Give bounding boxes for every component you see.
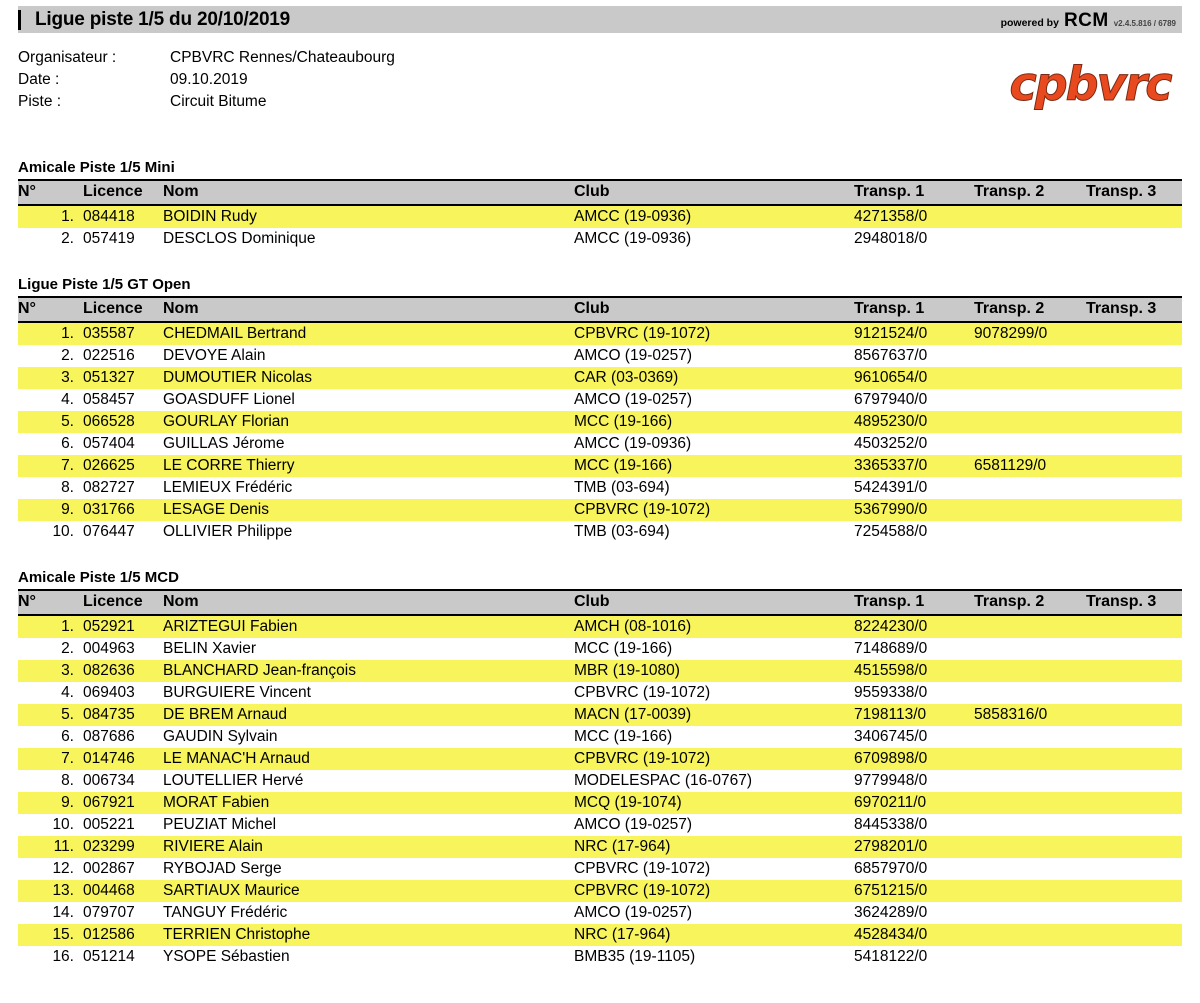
cell-t1: 6751215/0 — [854, 880, 974, 902]
cell-lic: 084418 — [83, 205, 163, 228]
table-row — [18, 792, 1182, 814]
meta-label: Organisateur : — [18, 49, 117, 66]
cell-num: 1. — [18, 205, 83, 228]
column-header: Club — [574, 297, 854, 322]
cell-t3 — [1086, 924, 1182, 946]
table-header-row — [18, 180, 1182, 205]
table-row — [18, 521, 1182, 543]
column-header: Transp. 3 — [1086, 297, 1182, 322]
cell-club: CAR (03-0369) — [574, 367, 854, 389]
cell-lic: 057404 — [83, 435, 135, 452]
table-row — [18, 322, 1182, 345]
cell-club: CPBVRC (19-1072) — [574, 748, 854, 770]
cell-nom: DUMOUTIER Nicolas — [163, 367, 574, 389]
cell-nom: PEUZIAT Michel — [163, 816, 277, 833]
cell-num: 6. — [61, 728, 74, 745]
results-table — [18, 179, 1182, 250]
section-title: Amicale Piste 1/5 Mini — [18, 159, 175, 176]
cell-lic: 002867 — [83, 860, 135, 877]
results-table — [18, 589, 1182, 968]
cell-club: MBR (19-1080) — [574, 660, 854, 682]
table-header-row — [18, 297, 1182, 322]
results-section — [18, 276, 1182, 543]
results-section — [18, 569, 1182, 968]
table-row — [18, 499, 1182, 521]
cell-club: AMCC (19-0936) — [574, 435, 692, 452]
cell-t1: 3406745/0 — [854, 728, 928, 745]
cell-t3 — [1086, 660, 1182, 682]
cell-nom: DESCLOS Dominique — [163, 230, 316, 247]
cell-lic: 057419 — [83, 230, 135, 247]
cell-lic: 052921 — [83, 615, 163, 638]
cell-t2: 5858316/0 — [974, 704, 1086, 726]
table-row — [18, 638, 1182, 660]
cell-nom: RIVIERE Alain — [163, 836, 574, 858]
cell-t1: 6857970/0 — [854, 860, 928, 877]
cell-lic: 087686 — [83, 728, 135, 745]
cell-lic: 012586 — [83, 924, 163, 946]
table-row — [18, 228, 1182, 250]
cell-num: 5. — [18, 411, 83, 433]
cell-t2 — [974, 521, 1086, 543]
cell-club: BMB35 (19-1105) — [574, 948, 696, 965]
table-row — [18, 704, 1182, 726]
table-row — [18, 367, 1182, 389]
cell-num: 7. — [18, 748, 83, 770]
cell-club: MACN (17-0039) — [574, 704, 854, 726]
cell-club: MCC (19-166) — [574, 640, 673, 657]
cell-club: TMB (03-694) — [574, 479, 670, 496]
cell-t1: 4271358/0 — [854, 205, 974, 228]
table-row — [18, 615, 1182, 638]
cell-club: AMCO (19-0257) — [574, 391, 693, 408]
cell-t2 — [974, 367, 1086, 389]
cell-club: AMCH (08-1016) — [574, 615, 854, 638]
cell-nom: GUILLAS Jérome — [163, 435, 285, 452]
cell-lic: 004468 — [83, 880, 163, 902]
cell-club: TMB (03-694) — [574, 523, 670, 540]
table-row — [18, 660, 1182, 682]
cell-lic: 023299 — [83, 836, 163, 858]
meta-label: Piste : — [18, 93, 62, 110]
cell-num: 14. — [52, 904, 74, 921]
cell-club: AMCO (19-0257) — [574, 347, 693, 364]
cell-t3 — [1086, 726, 1182, 748]
cell-t2 — [974, 880, 1086, 902]
cell-num: 8. — [61, 479, 74, 496]
cell-t2 — [974, 726, 1086, 748]
cell-t3 — [1086, 858, 1182, 880]
cell-t1: 6970211/0 — [854, 792, 974, 814]
cell-t1: 3365337/0 — [854, 455, 974, 477]
cell-num: 5. — [18, 704, 83, 726]
results-section — [18, 159, 1182, 250]
cell-num: 2. — [61, 347, 74, 364]
column-header: Transp. 1 — [854, 180, 974, 205]
column-header: Transp. 2 — [974, 297, 1086, 322]
cell-t1: 7254588/0 — [854, 523, 928, 540]
cell-t3 — [1086, 638, 1182, 660]
cell-t1: 6797940/0 — [854, 391, 928, 408]
table-row — [18, 726, 1182, 748]
cell-t3 — [1086, 411, 1182, 433]
meta-value: 09.10.2019 — [170, 71, 248, 88]
cell-lic: 079707 — [83, 904, 135, 921]
cell-club: AMCC (19-0936) — [574, 205, 854, 228]
table-row — [18, 858, 1182, 880]
cell-nom: OLLIVIER Philippe — [163, 523, 293, 540]
cell-nom: BELIN Xavier — [163, 640, 257, 657]
table-row — [18, 411, 1182, 433]
column-header: Club — [574, 180, 854, 205]
cell-nom: SARTIAUX Maurice — [163, 880, 574, 902]
cell-lic: 022516 — [83, 347, 135, 364]
cell-num: 4. — [61, 684, 74, 701]
table-row — [18, 682, 1182, 704]
table-row — [18, 477, 1182, 499]
cell-nom: GOASDUFF Lionel — [163, 391, 295, 408]
cell-t2 — [974, 615, 1086, 638]
cell-t3 — [1086, 389, 1182, 411]
cell-t3 — [1086, 946, 1182, 968]
table-row — [18, 814, 1182, 836]
column-header: Nom — [163, 180, 574, 205]
cell-num: 16. — [52, 948, 74, 965]
meta-value: CPBVRC Rennes/Chateaubourg — [170, 49, 395, 66]
cell-t1: 3624289/0 — [854, 904, 928, 921]
column-header: Transp. 2 — [974, 180, 1086, 205]
cell-t1: 6709898/0 — [854, 748, 974, 770]
cell-lic: 082636 — [83, 660, 163, 682]
cell-num: 9. — [18, 792, 83, 814]
cell-num: 4. — [61, 391, 74, 408]
cell-nom: YSOPE Sébastien — [163, 948, 290, 965]
column-header: Nom — [163, 297, 574, 322]
cell-t3 — [1086, 228, 1182, 250]
cell-club: NRC (17-964) — [574, 924, 854, 946]
document-page — [0, 6, 1200, 1003]
cell-num: 2. — [61, 640, 74, 657]
cell-num: 12. — [52, 860, 74, 877]
cell-t2 — [974, 433, 1086, 455]
table-row — [18, 455, 1182, 477]
cell-t3 — [1086, 615, 1182, 638]
cell-t2 — [974, 836, 1086, 858]
cell-club: CPBVRC (19-1072) — [574, 322, 854, 345]
cell-lic: 051327 — [83, 367, 163, 389]
cell-nom: DEVOYE Alain — [163, 347, 266, 364]
cell-num: 2. — [61, 230, 74, 247]
column-header: N° — [18, 297, 83, 322]
cell-nom: MORAT Fabien — [163, 792, 574, 814]
cell-t1: 8567637/0 — [854, 347, 928, 364]
cell-num: 11. — [18, 836, 83, 858]
cell-club: CPBVRC (19-1072) — [574, 684, 711, 701]
cell-t2 — [974, 205, 1086, 228]
cell-t2 — [974, 228, 1086, 250]
cell-lic: 082727 — [83, 479, 135, 496]
cell-lic: 076447 — [83, 523, 135, 540]
section-title: Amicale Piste 1/5 MCD — [18, 569, 179, 586]
cell-lic: 005221 — [83, 816, 135, 833]
event-meta — [18, 47, 1182, 133]
cell-t1: 8445338/0 — [854, 816, 928, 833]
column-header: Transp. 1 — [854, 297, 974, 322]
column-header: Club — [574, 590, 854, 615]
column-header: Licence — [83, 590, 163, 615]
results-table — [18, 296, 1182, 543]
cell-t3 — [1086, 902, 1182, 924]
cell-t2 — [974, 477, 1086, 499]
cell-club: AMCO (19-0257) — [574, 904, 693, 921]
cell-club: MCC (19-166) — [574, 411, 854, 433]
cell-nom: TANGUY Frédéric — [163, 904, 288, 921]
cell-t3 — [1086, 499, 1182, 521]
cell-t1: 9559338/0 — [854, 684, 928, 701]
column-header: Transp. 3 — [1086, 590, 1182, 615]
cell-lic: 026625 — [83, 455, 163, 477]
cell-lic: 035587 — [83, 322, 163, 345]
cell-t2 — [974, 858, 1086, 880]
table-row — [18, 770, 1182, 792]
column-header: Nom — [163, 590, 574, 615]
column-header: Licence — [83, 180, 163, 205]
table-row — [18, 345, 1182, 367]
branding — [1001, 10, 1176, 32]
cell-num: 10. — [52, 816, 74, 833]
cell-t1: 4515598/0 — [854, 660, 974, 682]
brand-name: RCM — [1063, 10, 1109, 31]
cell-num: 9. — [18, 499, 83, 521]
section-title: Ligue Piste 1/5 GT Open — [18, 276, 191, 293]
club-logo — [1006, 53, 1174, 115]
table-row — [18, 389, 1182, 411]
cell-nom: BLANCHARD Jean-françois — [163, 660, 574, 682]
cell-t1: 7148689/0 — [854, 640, 928, 657]
document-header — [18, 6, 1182, 33]
cell-club: MCC (19-166) — [574, 455, 854, 477]
cell-t2 — [974, 814, 1086, 836]
table-row — [18, 924, 1182, 946]
cell-nom: GAUDIN Sylvain — [163, 728, 278, 745]
cell-t2 — [974, 902, 1086, 924]
cell-t1: 8224230/0 — [854, 615, 974, 638]
page-title: Ligue piste 1/5 du 20/10/2019 — [18, 10, 290, 30]
column-header: N° — [18, 590, 83, 615]
cell-lic: 051214 — [83, 948, 135, 965]
table-row — [18, 902, 1182, 924]
powered-by-label: powered by — [1000, 17, 1059, 29]
cell-club: AMCO (19-0257) — [574, 816, 693, 833]
cell-num: 1. — [18, 615, 83, 638]
cell-nom: BOIDIN Rudy — [163, 205, 574, 228]
cell-club: CPBVRC (19-1072) — [574, 880, 854, 902]
cell-t2 — [974, 924, 1086, 946]
cell-nom: ARIZTEGUI Fabien — [163, 615, 574, 638]
cell-t1: 4528434/0 — [854, 924, 974, 946]
cell-lic: 014746 — [83, 748, 163, 770]
cell-club: CPBVRC (19-1072) — [574, 499, 854, 521]
cell-lic: 031766 — [83, 499, 163, 521]
cell-num: 10. — [52, 523, 74, 540]
cell-t2 — [974, 660, 1086, 682]
cell-nom: RYBOJAD Serge — [163, 860, 282, 877]
cell-num: 6. — [61, 435, 74, 452]
cell-t3 — [1086, 836, 1182, 858]
cell-t2 — [974, 770, 1086, 792]
cell-t1: 4503252/0 — [854, 435, 928, 452]
column-header: Transp. 1 — [854, 590, 974, 615]
cell-num: 8. — [61, 772, 74, 789]
cell-nom: LOUTELLIER Hervé — [163, 772, 304, 789]
cell-t2: 9078299/0 — [974, 322, 1086, 345]
cell-club: CPBVRC (19-1072) — [574, 860, 711, 877]
cell-club: MCQ (19-1074) — [574, 792, 854, 814]
cell-t3 — [1086, 682, 1182, 704]
cell-t2 — [974, 792, 1086, 814]
cell-t3 — [1086, 205, 1182, 228]
cell-club: MODELESPAC (16-0767) — [574, 772, 753, 789]
cell-num: 13. — [18, 880, 83, 902]
cell-lic: 066528 — [83, 411, 163, 433]
cell-nom: TERRIEN Christophe — [163, 924, 574, 946]
cell-t3 — [1086, 322, 1182, 345]
cell-t3 — [1086, 704, 1182, 726]
cell-t3 — [1086, 367, 1182, 389]
cell-club: AMCC (19-0936) — [574, 230, 692, 247]
table-header-row — [18, 590, 1182, 615]
cell-t2: 6581129/0 — [974, 455, 1086, 477]
table-row — [18, 836, 1182, 858]
column-header: Transp. 2 — [974, 590, 1086, 615]
cell-club: MCC (19-166) — [574, 728, 673, 745]
cell-nom: BURGUIERE Vincent — [163, 684, 311, 701]
cell-num: 3. — [18, 660, 83, 682]
cell-num: 7. — [18, 455, 83, 477]
cell-num: 15. — [18, 924, 83, 946]
cell-t3 — [1086, 770, 1182, 792]
table-row — [18, 946, 1182, 968]
cell-t1: 2948018/0 — [854, 230, 928, 247]
version-label: v2.4.5.816 / 6789 — [1113, 19, 1176, 28]
cell-nom: CHEDMAIL Bertrand — [163, 322, 574, 345]
cell-nom: GOURLAY Florian — [163, 411, 574, 433]
cell-t2 — [974, 345, 1086, 367]
cell-nom: LE CORRE Thierry — [163, 455, 574, 477]
cell-t3 — [1086, 477, 1182, 499]
cell-t3 — [1086, 814, 1182, 836]
cell-t2 — [974, 411, 1086, 433]
cell-t2 — [974, 389, 1086, 411]
cell-t3 — [1086, 455, 1182, 477]
cell-t1: 2798201/0 — [854, 836, 974, 858]
cell-nom: LEMIEUX Frédéric — [163, 479, 293, 496]
cell-lic: 067921 — [83, 792, 163, 814]
table-row — [18, 880, 1182, 902]
cell-num: 1. — [18, 322, 83, 345]
cell-lic: 069403 — [83, 684, 135, 701]
meta-value: Circuit Bitume — [170, 93, 267, 110]
cell-t1: 5367990/0 — [854, 499, 974, 521]
cell-t3 — [1086, 880, 1182, 902]
cell-lic: 006734 — [83, 772, 135, 789]
cell-lic: 058457 — [83, 391, 135, 408]
cell-t1: 5418122/0 — [854, 948, 928, 965]
cell-t3 — [1086, 433, 1182, 455]
cell-t2 — [974, 499, 1086, 521]
column-header: Transp. 3 — [1086, 180, 1182, 205]
table-row — [18, 748, 1182, 770]
table-row — [18, 205, 1182, 228]
cell-t2 — [974, 946, 1086, 968]
column-header: N° — [18, 180, 83, 205]
club-logo-text: cpbvrc — [1009, 57, 1171, 111]
cell-t2 — [974, 638, 1086, 660]
cell-t3 — [1086, 792, 1182, 814]
cell-lic: 084735 — [83, 704, 163, 726]
results-sections — [18, 159, 1182, 968]
cell-t3 — [1086, 521, 1182, 543]
cell-t2 — [974, 682, 1086, 704]
cell-nom: LESAGE Denis — [163, 499, 574, 521]
table-row — [18, 433, 1182, 455]
cell-t1: 9610654/0 — [854, 367, 974, 389]
cell-num: 3. — [18, 367, 83, 389]
cell-t1: 5424391/0 — [854, 479, 928, 496]
cell-t3 — [1086, 345, 1182, 367]
cell-t1: 4895230/0 — [854, 411, 974, 433]
cell-t1: 9779948/0 — [854, 772, 928, 789]
column-header: Licence — [83, 297, 163, 322]
cell-club: NRC (17-964) — [574, 836, 854, 858]
cell-lic: 004963 — [83, 640, 135, 657]
cell-t1: 9121524/0 — [854, 322, 974, 345]
cell-t2 — [974, 748, 1086, 770]
cell-nom: DE BREM Arnaud — [163, 704, 574, 726]
cell-nom: LE MANAC'H Arnaud — [163, 748, 574, 770]
cell-t3 — [1086, 748, 1182, 770]
meta-label: Date : — [18, 71, 60, 88]
cell-t1: 7198113/0 — [854, 704, 974, 726]
